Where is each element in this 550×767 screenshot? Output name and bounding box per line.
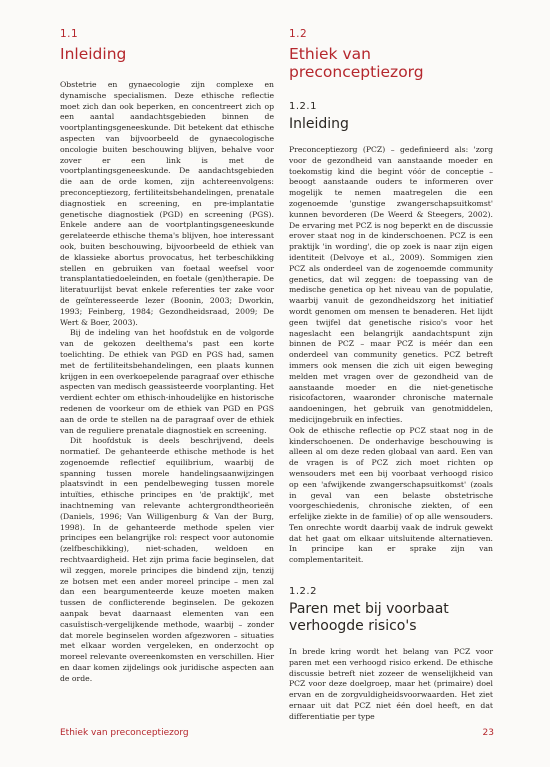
paragraph-1: Obstetrie en gynaecologie zijn complexe en dynamische specialismen. Deze ethische reflectie moet zich dan ook beperken, en concentreert zich op een aantal aandachtsgebieden binnen de voortplantingsgeneeskunde. Dit betekent dat ethische aspecten van bijvoorbeeld de gynaecologische oncologie buiten beschouwing blijven, behalve voor zover er een link is met de voortplantingsgeneeskunde. De aandachtsgebieden die aan de orde komen, zijn achtereenvolgens: preconceptiezorg, fertiliteitsbehandelingen, prenatale diagnostiek en screening, en pre-implantatie genetische diagnostiek (PGD) en screening (PGS). Enkele andere aan de voortplantingsgeneeskunde gerelateerde ethische thema's blijven, hoe interessant ook, buiten beschouwing, bijvoorbeeld de ethiek van de klassieke abortus provocatus, het terbeschikking stellen en gebruiken van foetaal weefsel voor transplantatiedoeleinden, en foetale (gen)therapie. De literatuurlijst bevat enkele referenties ter zake voor de geïnteresseerde lezer (Boonin, 2003; Dworkin, 1993; Feinberg, 1984; Gezondheidsraad, 2009; De Wert & Boer, 2003). [60, 80, 274, 327]
right-column [289, 28, 493, 723]
subsection-number: 1.2.1 [289, 101, 317, 112]
subsection-title: Paren met bij voorbaat verhoogde risico's [289, 601, 449, 635]
paragraph-2: Ook de ethische reflectie op PCZ staat nog in de kinderschoenen. De onderhavige beschouwing is alleen al om deze reden globaal van aard. Een van de vragen is of PCZ zich moet richten op wensouders met een bij voorbaat verhoogd risico op een 'afwijkende zwangerschapsuitkomst' (zoals in geval van een belaste obstetrische voorgeschiedenis, chronische ziekten, of een erfelijke ziekte in de familie) of op alle wensouders. Ten onrechte wordt daarbij vaak de indruk gewekt dat het gaat om elkaar uitsluitende alternatieven. In principe kan er sprake zijn van complementariteit. [289, 425, 493, 565]
running-title: Ethiek van preconceptiezorg [60, 728, 189, 738]
left-column [60, 28, 274, 685]
section-title: Inleiding [60, 45, 127, 63]
section-number: 1.2 [289, 28, 308, 40]
paragraph-3: In brede kring wordt het belang van PCZ voor paren met een verhoogd risico erkend. De ethische discussie betreft niet zozeer de wenselijkheid van PCZ voor deze doelgroep, maar het (primaire) doel ervan en de zorgvuldigheidsvoorwaarden. Het ziet ernaar uit dat PCZ niet één doel heeft, en dat differentiatie per type [289, 647, 493, 721]
subsection-title: Inleiding [289, 116, 349, 132]
section-number: 1.1 [60, 28, 79, 40]
page-number: 23 [482, 728, 494, 738]
section-title: Ethiek van preconceptiezorg [289, 45, 424, 81]
paragraph-3: Dit hoofdstuk is deels beschrijvend, deels normatief. De gehanteerde ethische methode is het zogenoemde reflectief equilibrium, waarbij de spanning tussen morele handelingsaanwijzingen plaatsvindt in een pendelbeweging tussen morele intuïties, ethische principes en 'de praktijk', met inachtneming van relevante achtergrondtheorieën (Daniels, 1996; Van Willigenburg & Van der Burg, 1998). In de gehanteerde methode spelen vier principes een belangrijke rol: respect voor autonomie (zelfbeschikking), niet-schaden, weldoen en rechtvaardigheid. Het zijn prima facie beginselen, dat wil zeggen, morele principes die bindend zijn, tenzij ze botsen met een ander moreel principe – men zal dan een beargumenteerde keuze moeten maken tussen de conflicterende beginselen. De gekozen aanpak bevat daarnaast elementen van een casuïstisch-vergelijkende methode, waarbij – zonder dat morele beginselen worden afgezworen – situaties met elkaar worden vergeleken, en onderzocht op moreel relevante overeenkomsten en verschillen. Hier en daar komen zijdelings ook juridische aspecten aan de orde. [60, 436, 274, 683]
paragraph-1: Preconceptiezorg (PCZ) – gedefinieerd als: 'zorg voor de gezondheid van aanstaande moeder en toekomstig kind die begint vóór de conceptie – beoogt aanstaande ouders te informeren over mogelijk te nemen maatregelen die een zogenoemde 'gunstige zwangerschapsuitkomst' kunnen bevorderen (De Weerd & Steegers, 2002). De ervaring met PCZ is nog beperkt en de discussie erover staat nog in de kinderschoenen. PCZ is een praktijk 'in wording', die op zoek is naar zijn eigen identiteit (Delvoye et al., 2009). Sommigen zien PCZ als onderdeel van de zogenoemde community genetics, dat wil zeggen: de toepassing van de medische genetica op het niveau van de populatie, waarbij vanuit de gezondheidszorg het initiatief wordt genomen om mensen te benaderen. Het lijdt geen twijfel dat genetische risico's voor het nageslacht een belangrijk aandachtspunt zijn binnen de PCZ – maar PCZ is méér dan een onderdeel van community genetics. PCZ betreft immers ook mensen die zich uit eigen beweging melden met vragen over de gezondheid van de aanstaande moeder en die niet-genetische risicofactoren, waaronder chronische maternale aandoeningen, het gebruik van genotmiddelen, medicijngebruik en infecties. [289, 145, 493, 424]
subsection-number: 1.2.2 [289, 586, 317, 598]
paragraph-2: Bij de indeling van het hoofdstuk en de volgorde van de gekozen deelthema's past een korte toelichting. De ethiek van PGD en PGS had, samen met de fertiliteitsbehandelingen, een plaats kunnen krijgen in een overkoepelende paragraaf over ethische aspecten van medisch geassisteerde voorplanting. Het verdient echter om ethisch-inhoudelijke en historische redenen de voorkeur om de ethiek van PGD en PGS aan de orde te stellen na de paragraaf over de ethiek van de reguliere prenatale diagnostiek en screening. [60, 328, 275, 435]
